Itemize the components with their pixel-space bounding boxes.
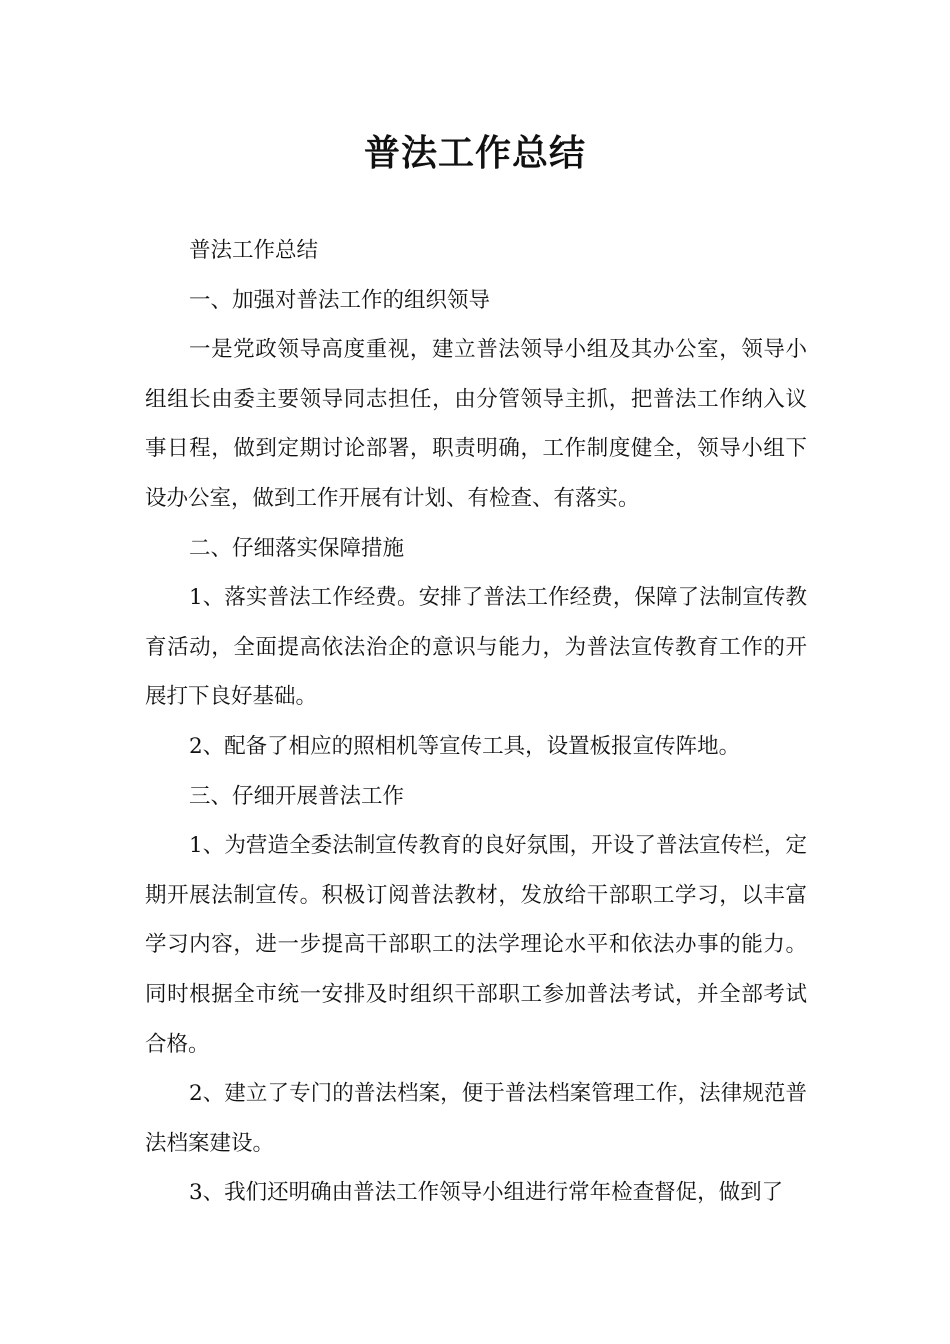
document-title: 普法工作总结 xyxy=(363,133,586,174)
paragraph: 一是党政领导高度重视，建立普法领导小组及其办公室，领导小组组长由委主要领导同志担任，由分管领导主抓，把普法工作纳入议事日程，做到定期讨论部署，职责明确，工作制度健全，领导小组下设办公室，做到工作开展有计划、有检查、有落实。 xyxy=(145,337,807,511)
paragraph: 1、落实普法工作经费。安排了普法工作经费，保障了法制宣传教育活动，全面提高依法治企的意识与能力，为普法宣传教育工作的开展打下良好基础。 xyxy=(145,585,807,710)
section-heading-1: 一、加强对普法工作的组织领导 xyxy=(189,287,491,313)
document-body xyxy=(145,226,807,1218)
paragraph: 2、配备了相应的照相机等宣传工具，设置板报宣传阵地。 xyxy=(189,733,741,759)
section-heading-3: 三、仔细开展普法工作 xyxy=(189,783,405,809)
paragraph-subtitle: 普法工作总结 xyxy=(189,238,319,263)
paragraph: 2、建立了专门的普法档案，便于普法档案管理工作，法律规范普法档案建设。 xyxy=(145,1081,807,1156)
section-heading-2: 二、仔细落实保障措施 xyxy=(189,535,405,561)
paragraph: 3、我们还明确由普法工作领导小组进行常年检查督促，做到了 xyxy=(189,1180,784,1206)
paragraph: 1、为营造全委法制宣传教育的良好氛围，开设了普法宣传栏，定期开展法制宣传。积极订阅普法教材，发放给干部职工学习，以丰富学习内容，进一步提高干部职工的法学理论水平和依法办事的能力。同时根据全市统一安排及时组织干部职工参加普法考试，并全部考试合格。 xyxy=(145,833,807,1057)
